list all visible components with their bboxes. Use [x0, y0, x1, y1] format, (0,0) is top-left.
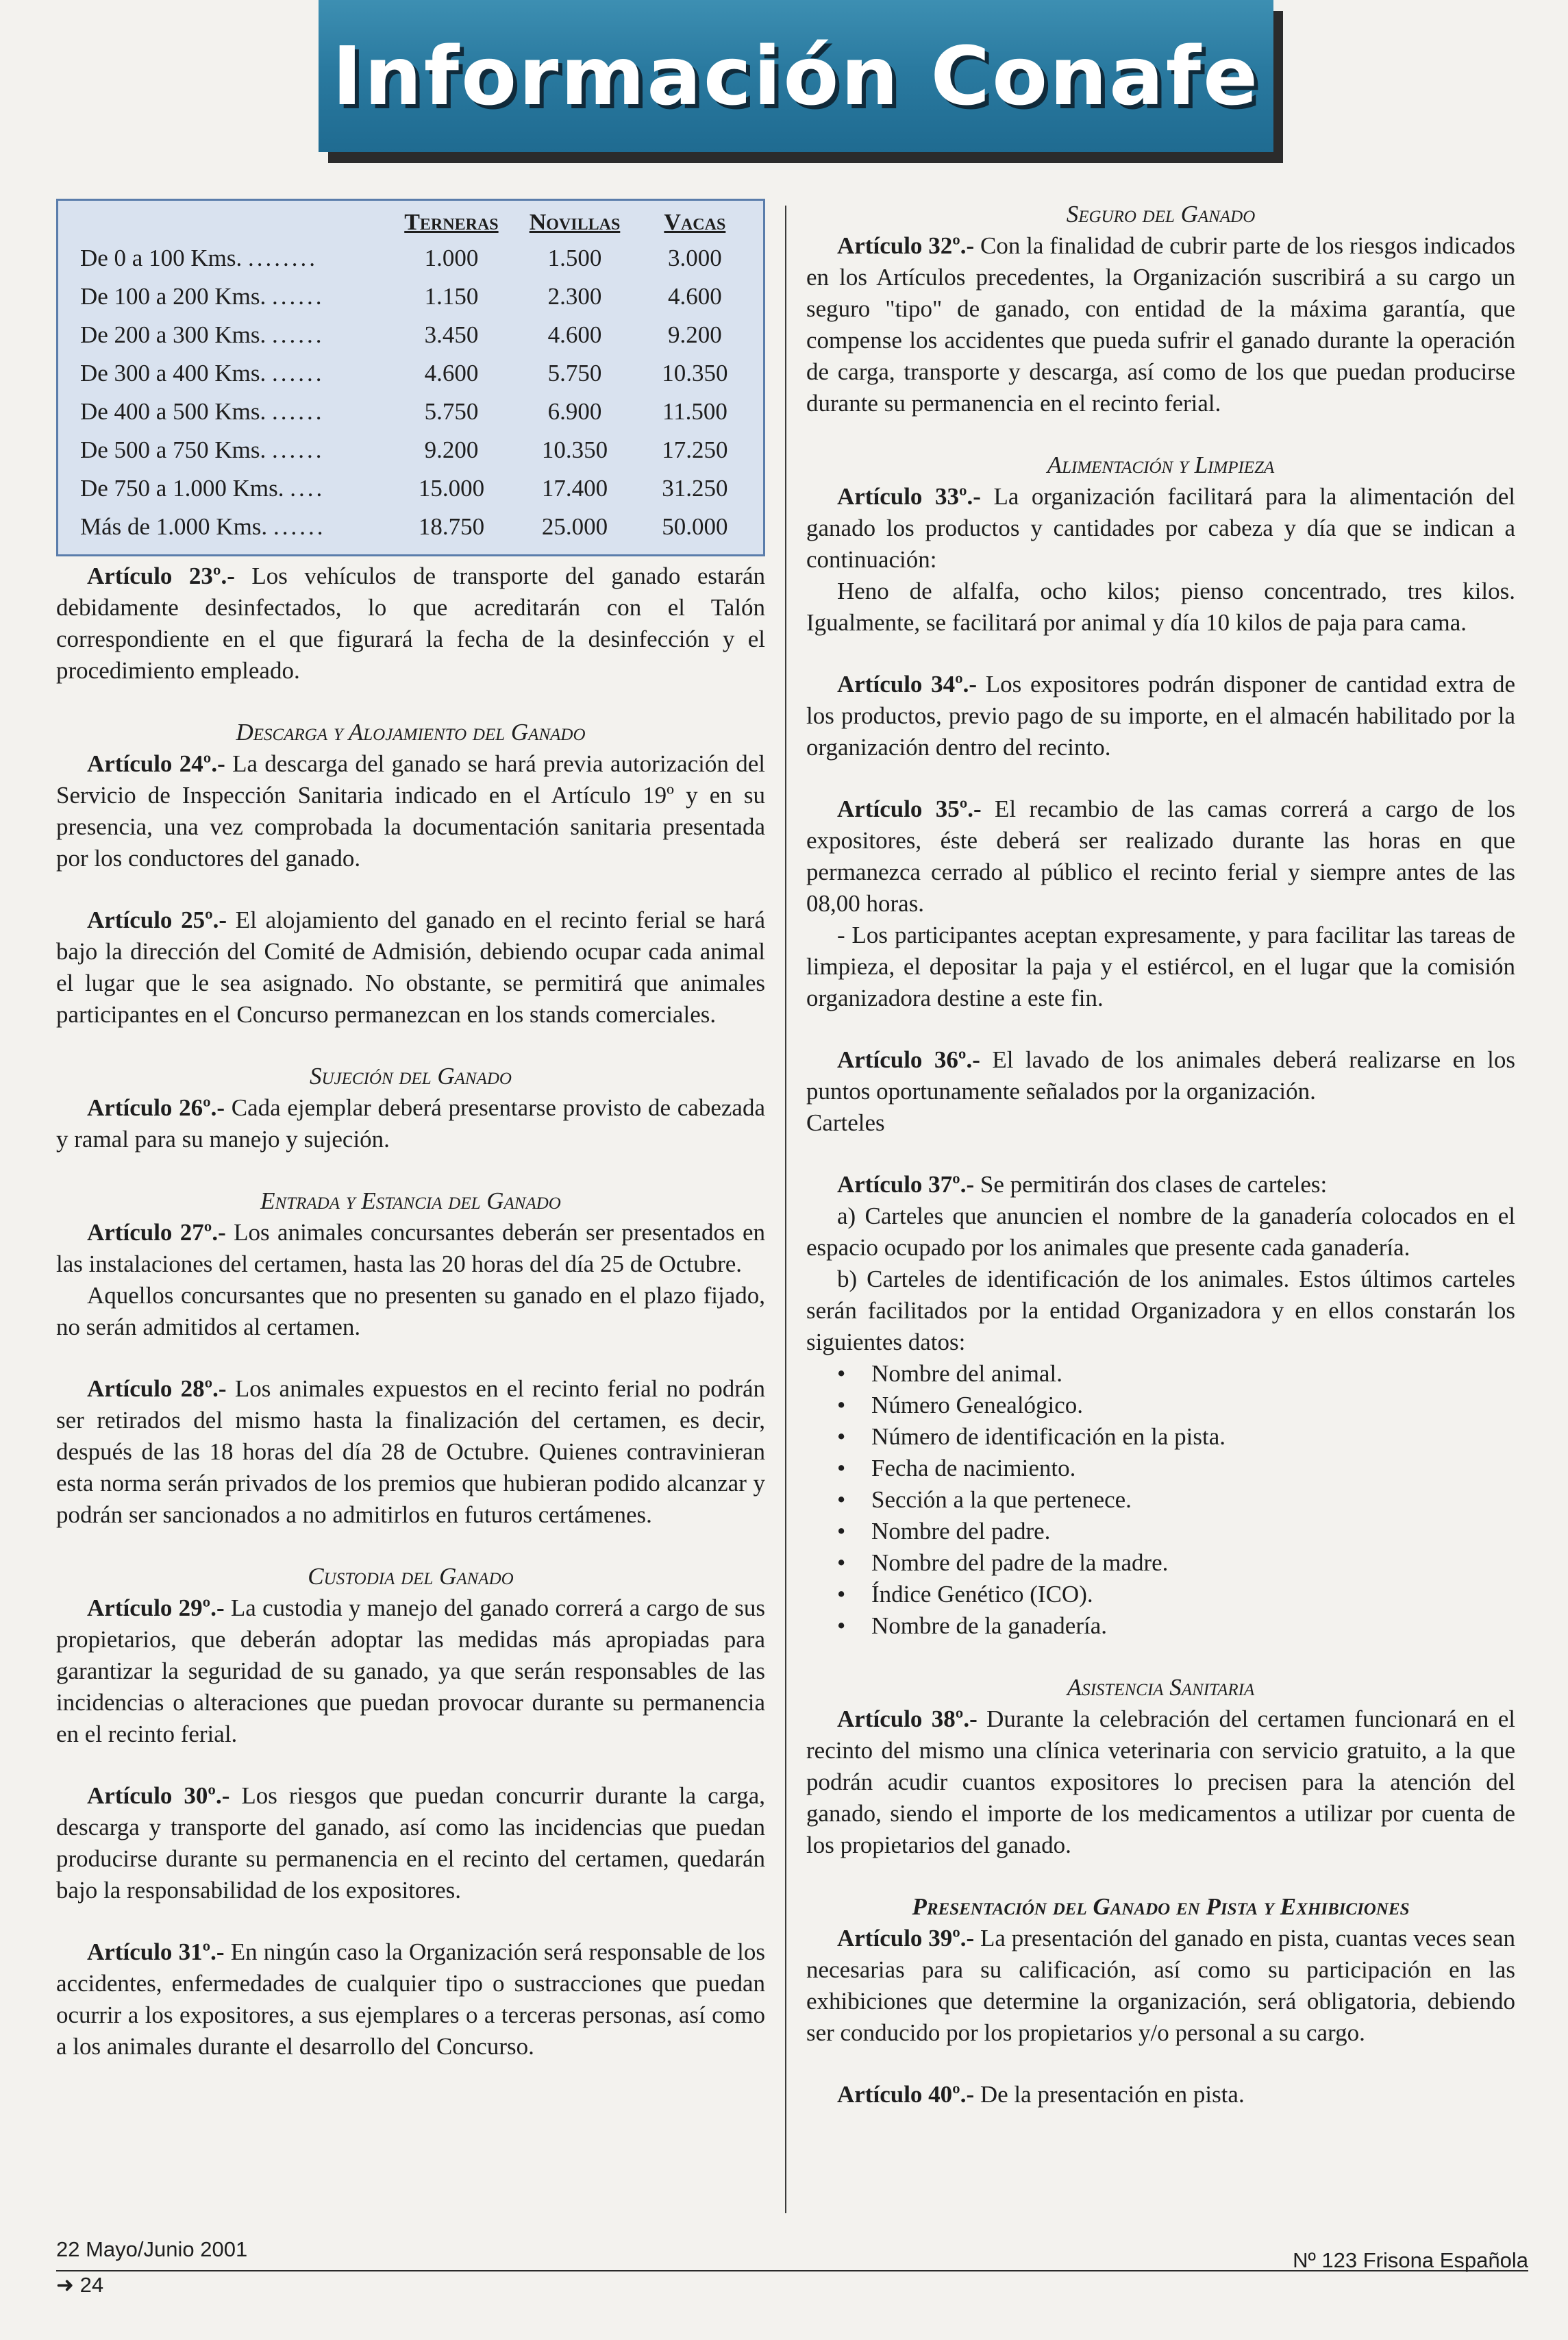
section-heading-descarga: Descarga y Alojamiento del Ganado	[236, 719, 586, 746]
vacas-cell: 9.200	[667, 321, 722, 348]
list-item: • Fecha de nacimiento.	[871, 1453, 1515, 1484]
table-row	[73, 508, 754, 546]
novillas-cell: 5.750	[547, 360, 602, 386]
terneras-cell: 18.750	[418, 513, 485, 540]
vacas-cell: 3.000	[667, 245, 722, 271]
novillas-cell: 2.300	[547, 283, 602, 310]
table-row	[73, 354, 754, 393]
distance-cell: De 0 a 100 Kms. ........	[80, 245, 318, 271]
article-33: Artículo 33º.- La organización facilitará para la alimentación del ganado los productos y cantidades por cabeza y día que se indican a continuación:	[806, 483, 1515, 573]
novillas-cell: 10.350	[541, 436, 608, 463]
table-row	[73, 469, 754, 508]
column-divider	[785, 206, 786, 2213]
section-heading-presentacion: Presentación del Ganado en Pista y Exhibiciones	[912, 1893, 1410, 1920]
article-27-paragraph: Aquellos concursantes que no presenten su ganado en el plazo fijado, no serán admitidos al certamen.	[56, 1282, 765, 1340]
article-39: Artículo 39º.- La presentación del ganado en pista, cuantas veces sean necesarias para su calificación, así como su participación en las exhibiciones que determine la organización, será obligatoria, debiendo ser conducido por los propietarios y/o personal a su cargo.	[806, 1925, 1515, 2046]
list-item: • Nombre del padre de la madre.	[871, 1547, 1515, 1579]
page-footer	[56, 2237, 1528, 2306]
article-27: Artículo 27º.- Los animales concursantes deberán ser presentados en las instalaciones del certamen, hasta las 20 horas del día 25 de Octubre.	[56, 1219, 765, 1277]
novillas-cell: 6.900	[547, 398, 602, 425]
distance-cell: De 750 a 1.000 Kms. ....	[80, 475, 325, 502]
list-item: • Número de identificación en la pista.	[871, 1421, 1515, 1453]
article-32: Artículo 32º.- Con la finalidad de cubrir parte de los riesgos indicados en los Artículos precedentes, la Organización suscribirá a su cargo un seguro "tipo" de ganado, con entidad de la máxima garantía, que compense los accidentes que pueda sufrir el ganado durante la operación de carga, transporte y descarga, así como de los que puedan producirse durante su permanencia en el recinto ferial.	[806, 232, 1515, 417]
article-25: Artículo 25º.- El alojamiento del ganado en el recinto ferial se hará bajo la dirección del Comité de Admisión, debiendo ocupar cada animal el lugar que le sea asignado. No obstante, se permitirá que animales participantes en el Concurso permanezcan en los stands comerciales.	[56, 907, 765, 1028]
list-item: • Número Genealógico.	[871, 1390, 1515, 1421]
article-35: Artículo 35º.- El recambio de las camas correrá a cargo de los expositores, éste deberá ser realizado durante las horas en que permanezca cerrado al público el recinto ferial y siempre antes de las 08,00 horas.	[806, 796, 1516, 917]
carteles-heading: Carteles	[806, 1109, 885, 1136]
article-35-paragraph: - Los participantes aceptan expresamente, y para facilitar las tareas de limpieza, el depositar la paja y el estiércol, en el lugar que la comisión organizadora destine a este fin.	[806, 922, 1515, 1011]
list-item: • Nombre de la ganadería.	[871, 1610, 1515, 1642]
vacas-cell: 11.500	[662, 398, 727, 425]
distance-cell: Más de 1.000 Kms. ......	[80, 513, 326, 540]
right-column	[806, 199, 1515, 2110]
list-item: • Sección a la que pertenece.	[871, 1484, 1515, 1516]
article-34: Artículo 34º.- Los expositores podrán disponer de cantidad extra de los productos, previo pago de su importe, en el almacén habilitado por la organización dentro del recinto.	[806, 671, 1515, 761]
table-row	[73, 239, 754, 278]
table-header-row	[73, 208, 754, 239]
section-heading-asistencia: Asistencia Sanitaria	[1067, 1674, 1255, 1701]
list-item: • Nombre del padre.	[871, 1516, 1515, 1547]
distance-cell: De 500 a 750 Kms. ......	[80, 436, 325, 463]
article-26: Artículo 26º.- Cada ejemplar deberá presentarse provisto de cabezada y ramal para su manejo y sujeción.	[56, 1094, 765, 1153]
article-33-paragraph: Heno de alfalfa, ocho kilos; pienso concentrado, tres kilos. Igualmente, se facilitará por animal y día 10 kilos de paja para cama.	[806, 578, 1515, 636]
novillas-cell: 25.000	[541, 513, 608, 540]
article-37-item-b: b) Carteles de identificación de los animales. Estos últimos carteles serán facilitados por la entidad Organizadora y en ellos constarán los siguientes datos:	[806, 1266, 1515, 1355]
article-29: Artículo 29º.- La custodia y manejo del ganado correrá a cargo de sus propietarios, que deberán adoptar las medidas más apropiadas para garantizar la seguridad de su ganado, ya que serán responsables de las incidencias o alteraciones que puedan provocar durante su permanencia en el recinto ferial.	[56, 1594, 766, 1747]
table-row	[73, 316, 754, 354]
novillas-cell: 17.400	[541, 475, 608, 502]
issue-date: 22 Mayo/Junio 2001	[56, 2237, 248, 2261]
distance-cell: De 400 a 500 Kms. ......	[80, 398, 325, 425]
issue-number: Nº 123 Frisona Española	[1293, 2248, 1528, 2272]
article-31: Artículo 31º.- En ningún caso la Organización será responsable de los accidentes, enfermedades de cualquier tipo o sustracciones que puedan ocurrir a los expositores, a sus ejemplares o a terceras personas, así como a los animales durante el desarrollo del Concurso.	[56, 1938, 765, 2060]
terneras-cell: 9.200	[424, 436, 479, 463]
table-row	[73, 431, 754, 469]
section-heading-entrada: Entrada y Estancia del Ganado	[260, 1187, 561, 1214]
article-30: Artículo 30º.- Los riesgos que puedan concurrir durante la carga, descarga y transporte del ganado, así como las incidencias que puedan producirse durante su permanencia en el recinto del certamen, quedarán bajo la responsabilidad de los expositores.	[56, 1782, 765, 1904]
vacas-cell: 4.600	[667, 283, 722, 310]
terneras-cell: 15.000	[418, 475, 485, 502]
article-24: Artículo 24º.- La descarga del ganado se hará previa autorización del Servicio de Inspección Sanitaria indicado en el Artículo 19º y en su presencia, una vez comprobada la documentación sanitaria presentada por los conductores del ganado.	[56, 750, 766, 872]
distance-cell: De 100 a 200 Kms. ......	[80, 283, 325, 310]
article-23: Artículo 23º.- Los vehículos de transporte del ganado estarán debidamente desinfectados, lo que acreditarán con el Talón correspondiente en el que figurará la fecha de la desinfección y el procedimiento empleado.	[56, 563, 765, 684]
column-header-vacas: Vacas	[664, 210, 726, 235]
article-40: Artículo 40º.- De la presentación en pista.	[837, 2081, 1245, 2108]
article-37-item-a: a) Carteles que anuncien el nombre de la ganadería colocados en el espacio ocupado por los animales que presente cada ganadería.	[806, 1203, 1515, 1261]
list-item: • Índice Genético (ICO).	[871, 1579, 1515, 1610]
vacas-cell: 50.000	[662, 513, 728, 540]
article-38: Artículo 38º.- Durante la celebración del certamen funcionará en el recinto del mismo una clínica veterinaria con servicio gratuito, a la que podrán acudir cuantos expositores lo precisen para la atención del ganado, siendo el importe de los medicamentos a utilizar por cuenta de los propietarios del ganado.	[806, 1705, 1516, 1858]
transport-rates-table	[56, 199, 765, 556]
column-header-novillas: Novillas	[529, 210, 621, 235]
terneras-cell: 1.150	[424, 283, 479, 310]
left-column	[56, 199, 765, 2062]
terneras-cell: 3.450	[424, 321, 479, 348]
table-row	[73, 393, 754, 431]
novillas-cell: 1.500	[547, 245, 602, 271]
section-heading-seguro: Seguro del Ganado	[1066, 201, 1256, 227]
distance-cell: De 200 a 300 Kms. ......	[80, 321, 325, 348]
distance-cell: De 300 a 400 Kms. ......	[80, 360, 325, 386]
table-row	[73, 278, 754, 316]
article-36: Artículo 36º.- El lavado de los animales deberá realizarse en los puntos oportunamente señalados por la organización.	[806, 1046, 1515, 1105]
header-title: Información Conafe	[332, 29, 1260, 123]
terneras-cell: 4.600	[424, 360, 479, 386]
terneras-cell: 5.750	[424, 398, 479, 425]
terneras-cell: 1.000	[424, 245, 479, 271]
cartel-data-list	[806, 1358, 1515, 1642]
article-37: Artículo 37º.- Se permitirán dos clases de carteles:	[837, 1171, 1328, 1198]
article-28: Artículo 28º.- Los animales expuestos en el recinto ferial no podrán ser retirados del mismo hasta la finalización del certamen, es decir, después de las 18 horas del día 28 de Octubre. Quienes contravinieran esta norma serán privados de los premios que hubieran podido alcanzar y podrán ser sancionados a no admitirlos en futuros certámenes.	[56, 1375, 765, 1528]
header-band	[319, 0, 1273, 152]
list-item: • Nombre del animal.	[871, 1358, 1515, 1390]
vacas-cell: 17.250	[662, 436, 728, 463]
column-header-terneras: Terneras	[404, 210, 499, 235]
vacas-cell: 31.250	[662, 475, 728, 502]
section-heading-sujecion: Sujeción del Ganado	[310, 1063, 512, 1089]
page-number: ➜ 24	[56, 2273, 104, 2297]
section-heading-alimentacion: Alimentación y Limpieza	[1047, 452, 1275, 478]
section-heading-custodia: Custodia del Ganado	[308, 1563, 514, 1590]
column-header-distance	[73, 208, 390, 239]
novillas-cell: 4.600	[547, 321, 602, 348]
vacas-cell: 10.350	[662, 360, 728, 386]
